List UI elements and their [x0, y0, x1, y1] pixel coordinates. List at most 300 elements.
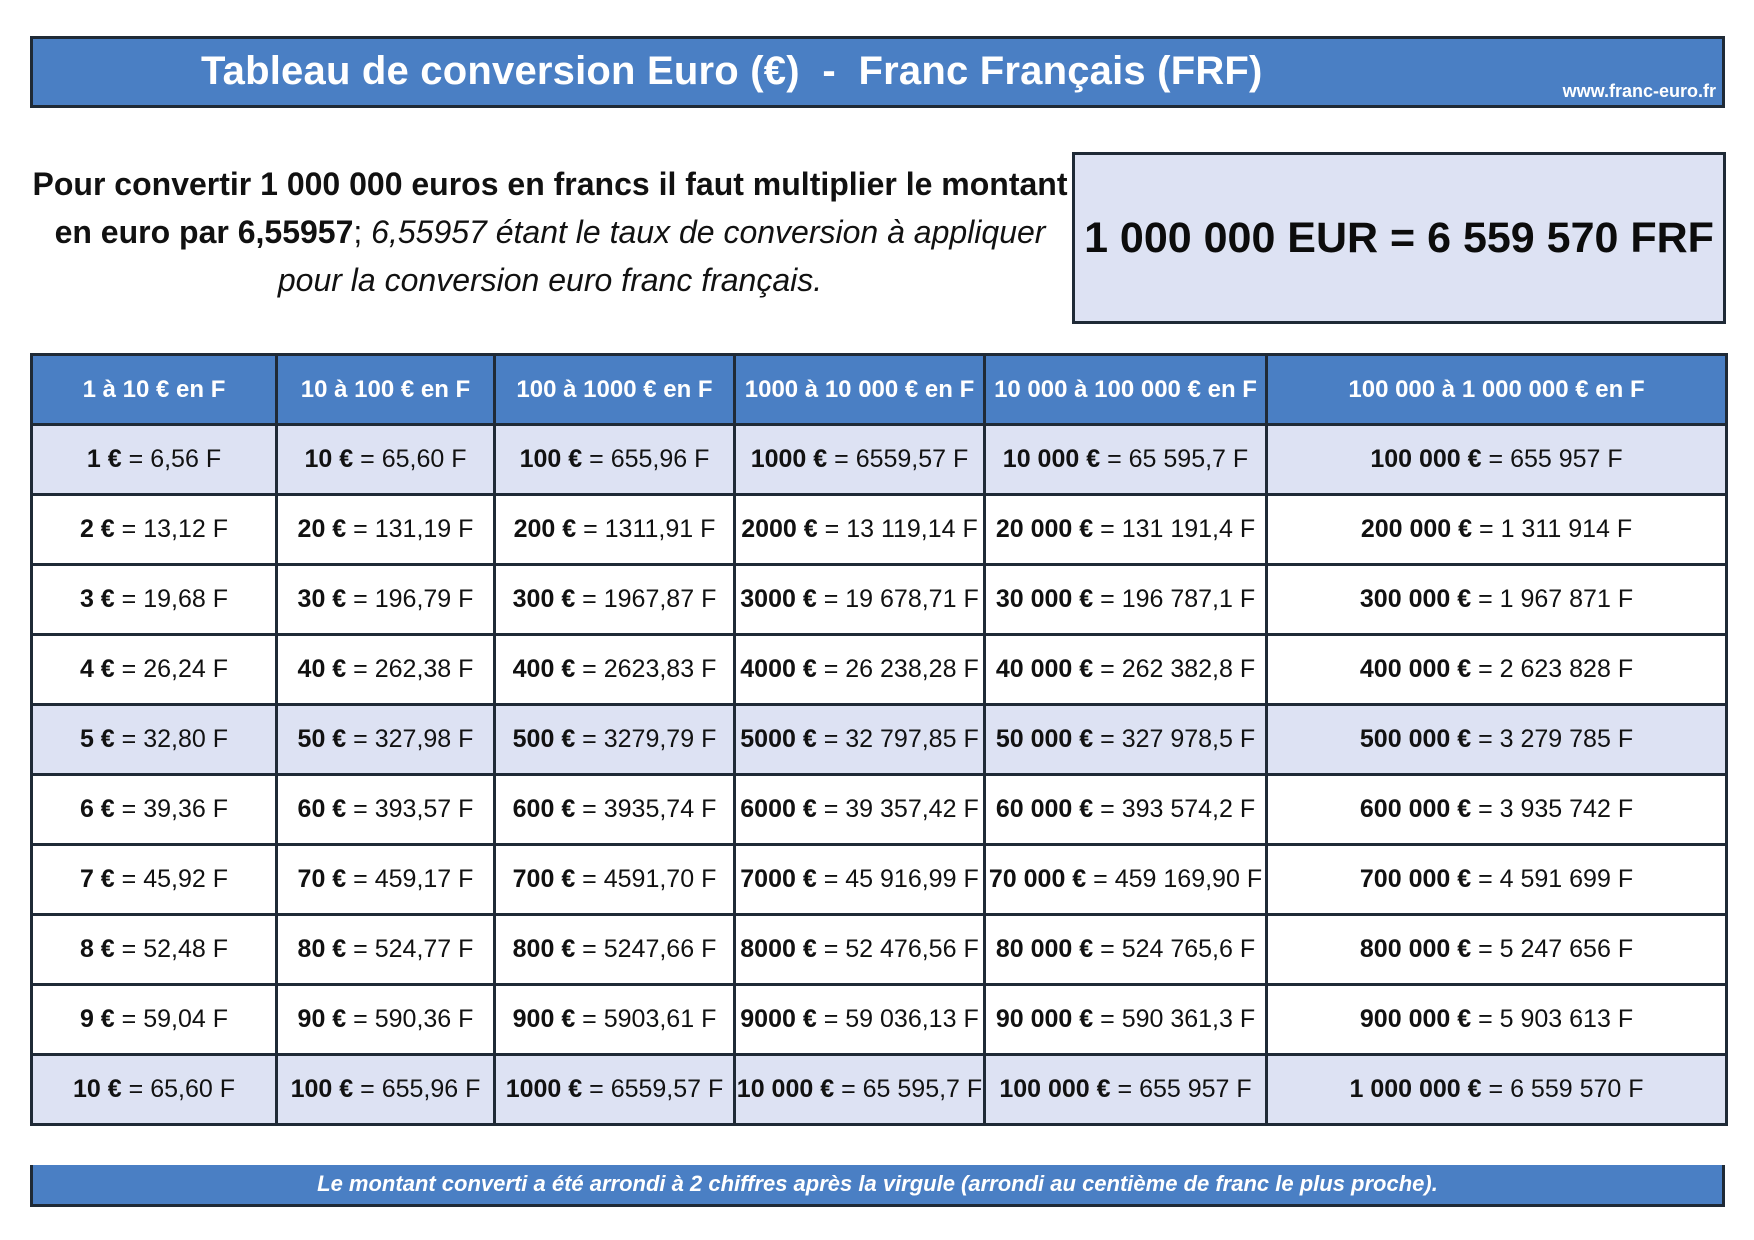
conversion-cell [32, 635, 277, 705]
conversion-cell [985, 495, 1267, 565]
franc-amount: 262,38 [374, 655, 452, 683]
conversion-cell [495, 425, 735, 495]
column-header: 10 000 à 100 000 € en F [985, 355, 1267, 425]
equals-sign: = [589, 1075, 604, 1103]
table-row [32, 915, 1727, 985]
equals-sign: = [582, 865, 597, 893]
franc-amount: 4591,70 [603, 865, 695, 893]
franc-amount: 59,04 [143, 1005, 206, 1033]
column-header: 100 à 1000 € en F [495, 355, 735, 425]
equals-sign: = [1100, 725, 1115, 753]
franc-amount: 5 903 613 [1499, 1005, 1611, 1033]
franc-amount: 19,68 [143, 585, 206, 613]
franc-amount: 5247,66 [603, 935, 695, 963]
franc-amount: 65 595,7 [1128, 445, 1226, 473]
franc-amount: 6559,57 [855, 445, 947, 473]
franc-suffix: F [1232, 445, 1249, 473]
equals-sign: = [353, 795, 368, 823]
euro-amount: 800 000 € [1359, 935, 1472, 963]
euro-amount: 300 € [512, 585, 576, 613]
conversion-cell [1267, 985, 1727, 1055]
conversion-cell [985, 425, 1267, 495]
franc-amount: 65,60 [150, 1075, 213, 1103]
franc-suffix: F [700, 515, 716, 543]
franc-amount: 4 591 699 [1499, 865, 1611, 893]
euro-amount: 9 € [79, 1005, 115, 1033]
franc-suffix: F [708, 1075, 724, 1103]
equals-sign: = [353, 725, 368, 753]
conversion-cell [1267, 915, 1727, 985]
equals-sign: = [121, 795, 137, 823]
euro-amount: 10 000 € [736, 1075, 835, 1103]
euro-amount: 500 € [512, 725, 576, 753]
franc-suffix: F [701, 865, 717, 893]
franc-suffix: F [205, 445, 222, 473]
equals-sign: = [834, 445, 849, 473]
franc-amount: 13,12 [143, 515, 206, 543]
equals-sign: = [128, 445, 144, 473]
franc-amount: 131,19 [374, 515, 452, 543]
equals-sign: = [353, 585, 368, 613]
euro-amount: 60 € [297, 795, 347, 823]
franc-amount: 655 957 [1139, 1075, 1230, 1103]
franc-amount: 1 967 871 [1499, 585, 1611, 613]
franc-amount: 45,92 [143, 865, 206, 893]
euro-amount: 70 000 € [988, 865, 1087, 893]
euro-amount: 400 € [512, 655, 576, 683]
euro-amount: 800 € [512, 935, 576, 963]
euro-amount: 10 € [73, 1075, 122, 1103]
conversion-cell [277, 705, 495, 775]
franc-suffix: F [458, 1005, 474, 1033]
equals-sign: = [823, 795, 839, 823]
conversion-cell [1267, 565, 1727, 635]
franc-amount: 59 036,13 [845, 1005, 957, 1033]
franc-suffix: F [458, 795, 474, 823]
equals-sign: = [1100, 585, 1115, 613]
franc-amount: 32 797,85 [845, 725, 957, 753]
euro-amount: 10 000 € [1002, 445, 1101, 473]
equals-sign: = [121, 1005, 137, 1033]
franc-amount: 1311,91 [604, 515, 694, 543]
franc-amount: 655,96 [610, 445, 688, 473]
franc-suffix: F [701, 655, 717, 683]
intro-separator: ; [353, 214, 372, 250]
euro-amount: 20 € [297, 515, 347, 543]
euro-amount: 1000 € [750, 445, 828, 473]
franc-amount: 262 382,8 [1121, 655, 1233, 683]
euro-amount: 10 € [304, 445, 354, 473]
conversion-cell [32, 985, 277, 1055]
franc-amount: 6,56 [150, 445, 199, 473]
euro-amount: 2000 € [741, 515, 818, 543]
equals-sign: = [1100, 1005, 1115, 1033]
conversion-cell [735, 565, 985, 635]
franc-amount: 196,79 [374, 585, 452, 613]
euro-amount: 200 € [513, 515, 577, 543]
intro-bold-text: Pour convertir 1 000 000 euros en francs il faut multiplier le montant en euro par 6,55957 [32, 166, 1068, 250]
equals-sign: = [353, 865, 368, 893]
equals-sign: = [582, 585, 597, 613]
table-row [32, 845, 1727, 915]
conversion-cell [1267, 1055, 1727, 1125]
franc-suffix: F [1607, 445, 1623, 473]
column-header: 10 à 100 € en F [277, 355, 495, 425]
page-title: Tableau de conversion Euro (€) - Franc Français (FRF) [201, 49, 1263, 93]
equals-sign: = [1117, 1075, 1133, 1103]
franc-amount: 2623,83 [603, 655, 695, 683]
conversion-cell [735, 775, 985, 845]
euro-amount: 2 € [79, 515, 115, 543]
franc-suffix: F [1617, 585, 1634, 613]
equals-sign: = [353, 515, 368, 543]
column-header: 100 000 à 1 000 000 € en F [1267, 355, 1727, 425]
euro-amount: 600 000 € [1359, 795, 1472, 823]
franc-amount: 1 311 914 [1500, 515, 1610, 543]
franc-suffix: F [953, 445, 969, 473]
franc-suffix: F [212, 515, 229, 543]
franc-suffix: F [212, 865, 229, 893]
equals-sign: = [1107, 445, 1122, 473]
euro-amount: 1000 € [505, 1075, 583, 1103]
conversion-cell [495, 635, 735, 705]
franc-suffix: F [1617, 865, 1634, 893]
euro-amount: 90 000 € [995, 1005, 1094, 1033]
franc-suffix: F [458, 865, 474, 893]
conversion-cell [985, 845, 1267, 915]
franc-amount: 6 559 570 [1510, 1075, 1622, 1103]
franc-suffix: F [1617, 725, 1634, 753]
conversion-cell [32, 845, 277, 915]
equals-sign: = [823, 1005, 839, 1033]
column-header: 1 à 10 € en F [32, 355, 277, 425]
equals-sign: = [1478, 725, 1493, 753]
equals-sign: = [1478, 1005, 1493, 1033]
franc-amount: 2 623 828 [1499, 655, 1611, 683]
franc-suffix: F [1616, 515, 1633, 543]
euro-amount: 80 000 € [995, 935, 1094, 963]
franc-suffix: F [701, 585, 717, 613]
franc-amount: 655,96 [381, 1075, 459, 1103]
euro-amount: 90 € [297, 1005, 347, 1033]
euro-amount: 900 000 € [1359, 1005, 1472, 1033]
euro-amount: 40 € [297, 655, 347, 683]
franc-suffix: F [212, 795, 229, 823]
conversion-cell [735, 1055, 985, 1125]
euro-amount: 8000 € [740, 935, 817, 963]
franc-amount: 459 169,90 [1114, 865, 1240, 893]
franc-suffix: F [1239, 1005, 1256, 1033]
euro-amount: 6000 € [740, 795, 817, 823]
title-bar [30, 36, 1725, 108]
franc-amount: 327 978,5 [1121, 725, 1233, 753]
conversion-cell [735, 495, 985, 565]
franc-amount: 196 787,1 [1121, 585, 1233, 613]
equals-sign: = [353, 1005, 368, 1033]
franc-suffix: F [1239, 725, 1256, 753]
equals-sign: = [353, 935, 368, 963]
euro-amount: 70 € [297, 865, 347, 893]
conversion-cell [32, 495, 277, 565]
conversion-cell [985, 1055, 1267, 1125]
franc-suffix: F [962, 515, 978, 543]
highlight-box [1072, 152, 1726, 324]
franc-suffix: F [1617, 795, 1634, 823]
equals-sign: = [1478, 935, 1493, 963]
franc-suffix: F [701, 1005, 717, 1033]
equals-sign: = [823, 585, 839, 613]
conversion-cell [1267, 495, 1727, 565]
franc-suffix: F [458, 725, 474, 753]
franc-amount: 3 935 742 [1499, 795, 1611, 823]
franc-suffix: F [1246, 865, 1263, 893]
franc-amount: 3279,79 [603, 725, 695, 753]
equals-sign: = [1479, 515, 1494, 543]
euro-amount: 400 000 € [1359, 655, 1472, 683]
table-row [32, 425, 1727, 495]
franc-suffix: F [458, 515, 474, 543]
conversion-table [30, 353, 1728, 1126]
conversion-cell [495, 705, 735, 775]
franc-suffix: F [963, 795, 979, 823]
equals-sign: = [1478, 795, 1493, 823]
conversion-cell [277, 845, 495, 915]
conversion-cell [277, 495, 495, 565]
equals-sign: = [823, 655, 839, 683]
franc-amount: 590,36 [374, 1005, 452, 1033]
euro-amount: 80 € [297, 935, 347, 963]
euro-amount: 200 000 € [1360, 515, 1473, 543]
franc-amount: 26 238,28 [845, 655, 957, 683]
franc-suffix: F [963, 935, 979, 963]
franc-amount: 393,57 [374, 795, 452, 823]
franc-suffix: F [1239, 585, 1256, 613]
equals-sign: = [1478, 655, 1493, 683]
equals-sign: = [823, 725, 839, 753]
franc-suffix: F [1628, 1075, 1644, 1103]
equals-sign: = [128, 1075, 144, 1103]
equals-sign: = [582, 935, 597, 963]
franc-suffix: F [1239, 935, 1256, 963]
franc-suffix: F [1239, 795, 1256, 823]
franc-amount: 524 765,6 [1121, 935, 1233, 963]
equals-sign: = [583, 515, 598, 543]
franc-amount: 65,60 [381, 445, 445, 473]
euro-amount: 8 € [79, 935, 115, 963]
conversion-cell [495, 915, 735, 985]
equals-sign: = [121, 655, 137, 683]
intro-paragraph [30, 160, 1070, 304]
euro-amount: 7000 € [740, 865, 817, 893]
conversion-cell [277, 425, 495, 495]
equals-sign: = [121, 865, 137, 893]
franc-suffix: F [219, 1075, 235, 1103]
franc-suffix: F [212, 585, 229, 613]
franc-amount: 327,98 [374, 725, 452, 753]
euro-amount: 60 000 € [995, 795, 1094, 823]
euro-amount: 3000 € [740, 585, 817, 613]
franc-suffix: F [963, 655, 979, 683]
conversion-cell [277, 1055, 495, 1125]
franc-amount: 13 119,14 [846, 515, 956, 543]
equals-sign: = [1488, 1075, 1504, 1103]
equals-sign: = [582, 725, 597, 753]
franc-suffix: F [212, 725, 229, 753]
equals-sign: = [121, 585, 137, 613]
conversion-cell [985, 705, 1267, 775]
equals-sign: = [1100, 515, 1115, 543]
conversion-cell [735, 705, 985, 775]
euro-amount: 5000 € [740, 725, 817, 753]
euro-amount: 100 € [290, 1075, 354, 1103]
conversion-cell [277, 775, 495, 845]
table-body [32, 425, 1727, 1125]
franc-amount: 32,80 [143, 725, 206, 753]
franc-amount: 459,17 [374, 865, 452, 893]
table-row [32, 635, 1727, 705]
conversion-cell [985, 985, 1267, 1055]
equals-sign: = [823, 935, 839, 963]
franc-amount: 655 957 [1510, 445, 1601, 473]
euro-amount: 700 000 € [1359, 865, 1472, 893]
conversion-cell [1267, 775, 1727, 845]
conversion-cell [495, 985, 735, 1055]
conversion-cell [277, 915, 495, 985]
column-header: 1000 à 10 000 € en F [735, 355, 985, 425]
franc-amount: 524,77 [374, 935, 452, 963]
equals-sign: = [353, 655, 368, 683]
euro-amount: 900 € [512, 1005, 576, 1033]
conversion-cell [985, 635, 1267, 705]
euro-amount: 4 € [79, 655, 115, 683]
table-row [32, 565, 1727, 635]
conversion-cell [735, 635, 985, 705]
euro-amount: 300 000 € [1359, 585, 1472, 613]
franc-suffix: F [701, 935, 717, 963]
franc-amount: 1967,87 [603, 585, 695, 613]
franc-amount: 3 279 785 [1499, 725, 1611, 753]
conversion-cell [277, 565, 495, 635]
franc-amount: 6559,57 [610, 1075, 702, 1103]
franc-suffix: F [701, 795, 717, 823]
franc-amount: 19 678,71 [845, 585, 957, 613]
conversion-cell [32, 705, 277, 775]
conversion-cell [985, 565, 1267, 635]
franc-suffix: F [465, 1075, 481, 1103]
equals-sign: = [121, 515, 137, 543]
euro-amount: 4000 € [740, 655, 817, 683]
franc-suffix: F [966, 1075, 983, 1103]
table-row [32, 985, 1727, 1055]
franc-suffix: F [1617, 655, 1634, 683]
conversion-cell [277, 985, 495, 1055]
euro-amount: 9000 € [740, 1005, 817, 1033]
franc-suffix: F [1239, 515, 1256, 543]
equals-sign: = [1478, 585, 1493, 613]
franc-suffix: F [451, 445, 467, 473]
conversion-cell [277, 635, 495, 705]
euro-amount: 100 000 € [1370, 445, 1482, 473]
franc-amount: 5903,61 [603, 1005, 695, 1033]
table-row [32, 775, 1727, 845]
equals-sign: = [1488, 445, 1504, 473]
franc-suffix: F [1617, 935, 1634, 963]
franc-suffix: F [963, 585, 979, 613]
equals-sign: = [360, 1075, 375, 1103]
equals-sign: = [582, 1005, 597, 1033]
conversion-cell [495, 775, 735, 845]
equals-sign: = [824, 515, 840, 543]
franc-suffix: F [1617, 1005, 1634, 1033]
equals-sign: = [121, 725, 137, 753]
conversion-cell [1267, 425, 1727, 495]
table-row [32, 705, 1727, 775]
equals-sign: = [360, 445, 375, 473]
euro-amount: 50 € [297, 725, 347, 753]
franc-suffix: F [963, 865, 979, 893]
conversion-cell [32, 775, 277, 845]
conversion-cell [32, 1055, 277, 1125]
euro-amount: 20 000 € [995, 515, 1094, 543]
equals-sign: = [1478, 865, 1493, 893]
euro-amount: 700 € [512, 865, 576, 893]
franc-amount: 45 916,99 [845, 865, 957, 893]
conversion-cell [735, 985, 985, 1055]
conversion-cell [735, 425, 985, 495]
intro-italic-text: 6,55957 étant le taux de conversion à appliquer pour la conversion euro franc français. [277, 214, 1046, 298]
franc-amount: 26,24 [143, 655, 206, 683]
euro-amount: 7 € [79, 865, 115, 893]
equals-sign: = [121, 935, 137, 963]
franc-suffix: F [701, 725, 717, 753]
conversion-cell [32, 565, 277, 635]
equals-sign: = [589, 445, 604, 473]
equals-sign: = [1100, 795, 1115, 823]
conversion-cell [985, 775, 1267, 845]
franc-suffix: F [458, 935, 474, 963]
franc-suffix: F [458, 585, 474, 613]
table-row [32, 495, 1727, 565]
website-url: www.franc-euro.fr [1562, 81, 1716, 101]
conversion-cell [1267, 705, 1727, 775]
conversion-cell [735, 845, 985, 915]
franc-amount: 39,36 [143, 795, 206, 823]
euro-amount: 30 000 € [995, 585, 1094, 613]
equals-sign: = [841, 1075, 856, 1103]
footer-note: Le montant converti a été arrondi à 2 chiffres après la virgule (arrondi au centième de franc le plus proche). [30, 1165, 1725, 1207]
franc-amount: 3935,74 [603, 795, 695, 823]
franc-suffix: F [212, 935, 229, 963]
conversion-cell [495, 565, 735, 635]
euro-amount: 100 € [519, 445, 583, 473]
franc-amount: 5 247 656 [1499, 935, 1611, 963]
conversion-cell [1267, 845, 1727, 915]
euro-amount: 1 000 000 € [1349, 1075, 1482, 1103]
euro-amount: 3 € [79, 585, 115, 613]
conversion-cell [32, 915, 277, 985]
franc-suffix: F [1239, 655, 1256, 683]
equals-sign: = [1100, 935, 1115, 963]
table-row [32, 1055, 1727, 1125]
euro-amount: 100 000 € [999, 1075, 1111, 1103]
euro-amount: 30 € [297, 585, 347, 613]
franc-suffix: F [212, 1005, 229, 1033]
franc-amount: 52 476,56 [845, 935, 957, 963]
equals-sign: = [582, 795, 597, 823]
equals-sign: = [1093, 865, 1108, 893]
euro-amount: 40 000 € [995, 655, 1094, 683]
euro-amount: 5 € [79, 725, 115, 753]
